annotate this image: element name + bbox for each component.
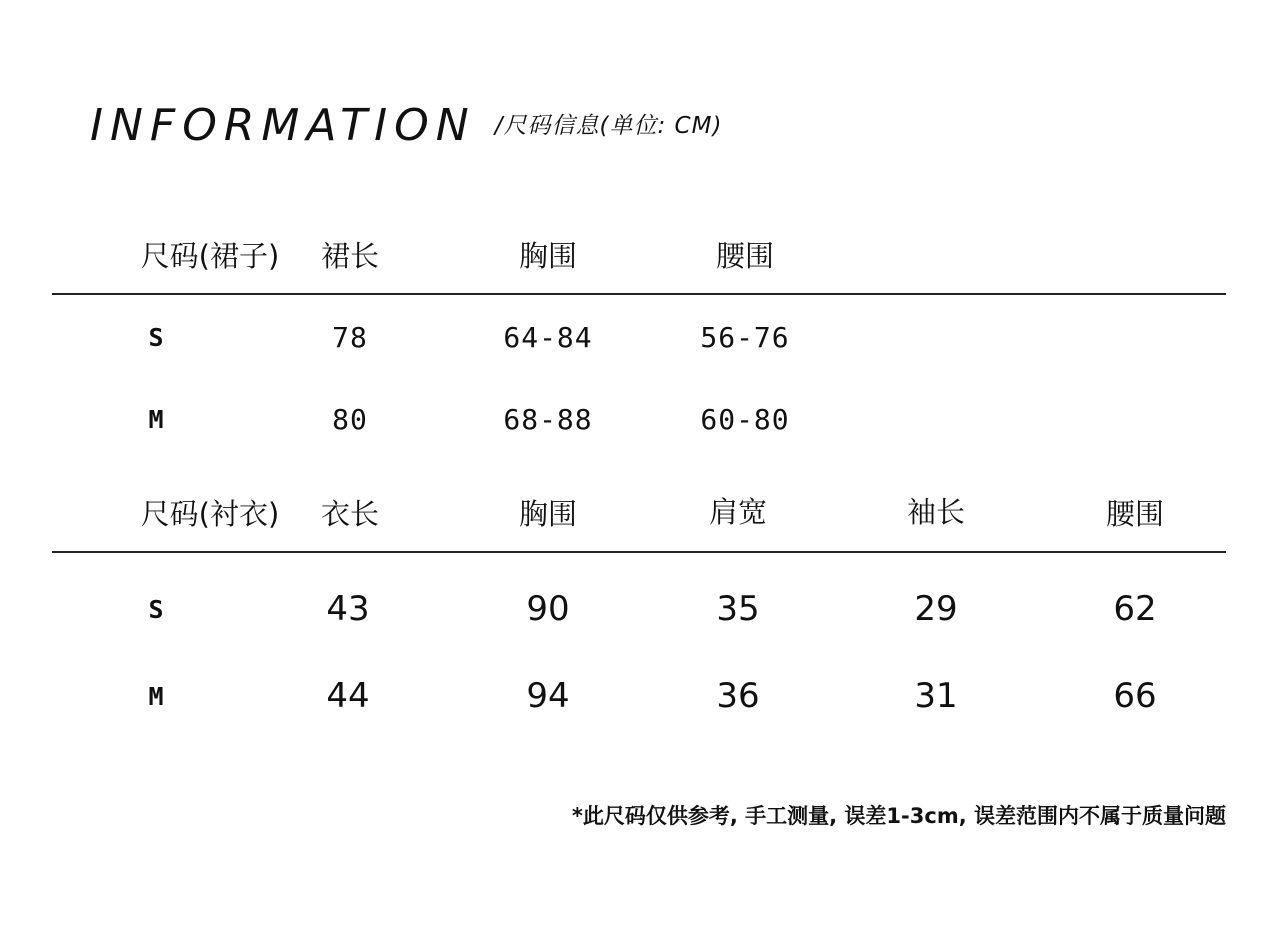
shirt-row-m-waist: 66 [1113,676,1157,716]
shirt-header-waist: 腰围 [1105,497,1165,531]
shirt-header-size: 尺码(衬衣) [140,497,280,531]
shirt-row-s-bust: 90 [526,589,570,629]
page-subtitle: /尺码信息(单位: CM) [494,113,723,139]
skirt-header-divider [52,293,1226,295]
page-title-block [90,96,722,156]
skirt-row-m-waist: 60-80 [700,403,790,436]
skirt-header-length: 裙长 [320,239,380,273]
shirt-header-bust: 胸围 [518,497,578,531]
measurement-disclaimer: *此尺码仅供参考, 手工测量, 误差1-3cm, 误差范围内不属于质量问题 [571,804,1226,828]
shirt-row-s-shoulder: 35 [716,589,760,629]
shirt-header-shoulder: 肩宽 [708,495,768,529]
shirt-row-s-size: S [148,595,164,624]
shirt-row-m-shoulder: 36 [716,676,760,716]
shirt-row-m-bust: 94 [526,676,570,716]
skirt-header-waist: 腰围 [715,239,775,273]
skirt-row-s-length: 78 [332,321,368,354]
shirt-row-m-length: 44 [326,676,370,716]
shirt-row-m-size: M [148,682,164,711]
shirt-row-s-sleeve: 29 [914,589,958,629]
skirt-row-m-length: 80 [332,403,368,436]
skirt-row-m-bust: 68-88 [503,403,593,436]
shirt-row-s-length: 43 [326,589,370,629]
skirt-header-size: 尺码(裙子) [140,239,280,273]
shirt-header-length: 衣长 [320,497,380,531]
page-title: INFORMATION [90,100,476,151]
skirt-row-m-size: M [148,405,164,434]
shirt-row-m-sleeve: 31 [914,676,958,716]
skirt-row-s-waist: 56-76 [700,321,790,354]
skirt-row-s-bust: 64-84 [503,321,593,354]
skirt-row-s-size: S [148,323,164,352]
skirt-header-bust: 胸围 [518,239,578,273]
shirt-row-s-waist: 62 [1113,589,1157,629]
shirt-header-sleeve: 袖长 [906,495,966,529]
shirt-header-divider [52,551,1226,553]
